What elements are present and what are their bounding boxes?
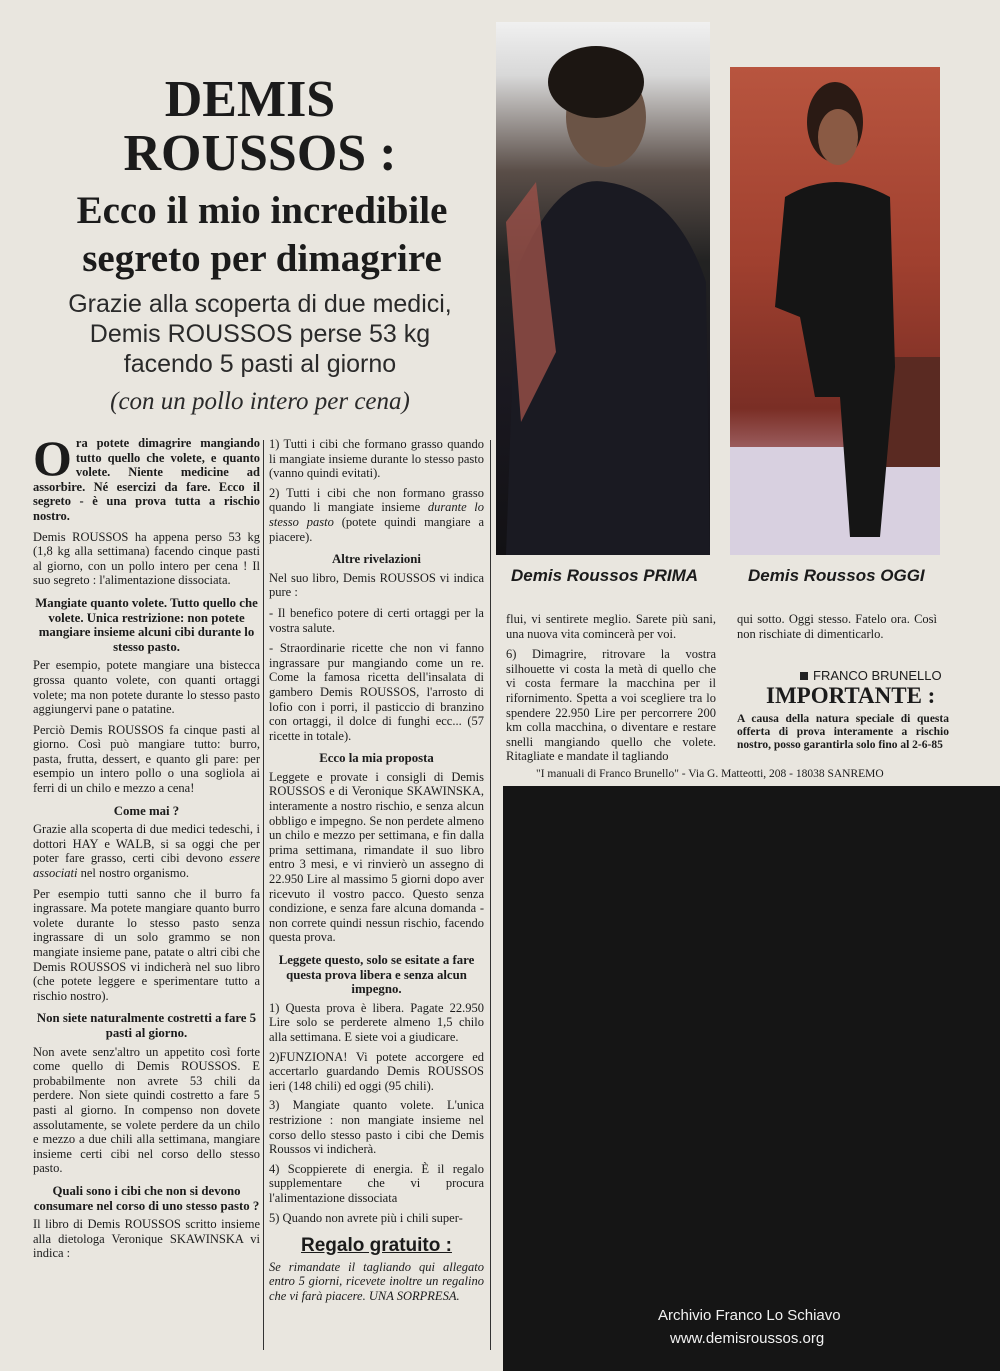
dropcap: O xyxy=(33,430,72,486)
paragraph: 6) Dimagrire, ritrovare la vostra silhouette vi costa la metà di quello che vi costa fermare la macchina per il rifornimento. Spetta a voi scegliere tra lo spendere 22.950 Lire per percorrere 200 km colla macchina, o diventare e restare snelli mangiando quello che volete. Ritagliate e mandate il tagliando xyxy=(506,647,716,764)
importante-text: A causa della natura speciale di questa offerta di prova interamente a rischio nostro, posso garantirla solo fino al 2-6-85 xyxy=(737,713,949,751)
photo-oggi xyxy=(730,67,940,555)
emphasis: durante lo stesso pasto xyxy=(269,500,485,529)
paragraph: Per esempio, potete mangiare una bistecca grossa quanto volete, con quanti ortaggi volete; ma non potete durante lo stesso pasto aggiungervi pane o patatine. xyxy=(33,658,260,717)
list-item: 3) Mangiate quanto volete. L'unica restrizione : non mangiate insieme nel corso dello stesso pasto i cibi che Demis Roussos vi indicherà. xyxy=(269,1098,484,1157)
regalo-heading: Regalo gratuito : xyxy=(301,1235,452,1257)
paragraph xyxy=(33,822,260,880)
paragraph: - Il benefico potere di certi ortaggi per la vostra salute. xyxy=(269,605,484,635)
paragraph: Perciò Demis ROUSSOS fa cinque pasti al giorno. Così può mangiare tutto: burro, pasta, frutta, dessert, e quanto gli pare: per esempio un intero pollo o una sogliola ai ferri di un chilo e mezzo a cena! xyxy=(33,722,260,796)
text: (potete quindi mangiare a piacere). xyxy=(269,514,485,544)
paragraph: Non avete senz'altro un appetito così forte come quello di Demis ROUSSOS. E probabilmente non avrete 53 chili da perdere. Non siete quindi costretto a fare 5 pasti al giorno. In compenso non dovete assolutamente, se volete perdere da un chilo e mezzo a due chili alla settimana, mangiare insieme certi cibi nel corso dello stesso pasto. xyxy=(33,1044,260,1176)
paragraph: Demis ROUSSOS ha appena perso 53 kg (1,8 kg alla settimana) facendo cinque pasti al giorno, con un pollo intero per cena ! Il suo segreto : l'alimentazione dissociata. xyxy=(33,529,260,588)
photo-oggi-figure xyxy=(730,67,940,555)
list-item: 1) Tutti i cibi che formano grasso quando li mangiate insieme durante lo stesso pasto (vanno quindi evitati). xyxy=(269,437,484,481)
paragraph: Per esempio tutti sanno che il burro fa ingrassare. Ma potete mangiare quanto burro volete durante lo stesso pasto senza ingrassare di un solo grammo se non mangiate insieme pane, patate o altri cibi che Demis ROUSSOS vi indicherà nel suo libro (che potete leggere e sperimentare tutto a rischio nostro). xyxy=(33,886,260,1003)
square-bullet-icon xyxy=(800,672,808,680)
emphasis: essere associati xyxy=(33,851,260,881)
archive-credit: Archivio Franco Lo Schiavo xyxy=(658,1307,841,1324)
section-heading: Leggete questo, solo se esitate a fare questa prova libera e senza alcun impegno. xyxy=(278,953,475,997)
intro-paragraph: ra potete dimagrire mangiando tutto quello che volete, e quanto volete. Niente medicine ad assorbire. Né esercizi da fare. Ecco il segreto - è una prova tutta a rischio nostro. xyxy=(33,436,260,523)
column-divider xyxy=(263,440,264,1350)
byline xyxy=(800,668,942,683)
section-heading: Non siete naturalmente costretti a fare 5 pasti al giorno. xyxy=(36,1011,257,1040)
paragraph: Il libro di Demis ROUSSOS scritto insieme alla dietologa Veronique SKAWINSKA vi indica : xyxy=(33,1217,260,1261)
caption-oggi: Demis Roussos OGGI xyxy=(748,566,925,585)
photo-prima-figure xyxy=(496,22,710,555)
text: 2) Tutti i cibi che non formano grasso quando li mangiate insieme xyxy=(269,485,484,515)
headline-line1: DEMIS xyxy=(164,71,336,128)
list-item: 2)FUNZIONA! Vi potete accorgere ed accertarlo guardando Demis ROUSSOS ieri (148 chili) ed oggi (95 chili). xyxy=(269,1049,484,1093)
paragraph: Nel suo libro, Demis ROUSSOS vi indica pure : xyxy=(269,570,484,600)
blank-area xyxy=(503,786,1000,1371)
byline-text: FRANCO BRUNELLO xyxy=(813,668,942,683)
article-column-2 xyxy=(269,437,484,1309)
paragraph: Leggete e provate i consigli di Demis ROUSSOS e di Veronique SKAWINSKA, interamente a nostro rischio, e senza alcun obbligo e impegno. Se non perdete almeno un chilo e mezzo per settimana, e fin dalla prima settimana, rimandate il suo libro entro 3 mesi, e vi rinvierò un assegno di 22.950 Lire al massimo 5 giorni dopo aver ricevuto il vostro pacco. Questo senza condizione, e senza fare alcuna domanda - non correte quindi nessun rischio, facendo questa prova. xyxy=(269,769,484,945)
paragraph: qui sotto. Oggi stesso. Fatelo ora. Così non rischiate di dimenticarlo. xyxy=(737,612,937,641)
headline-line2: ROUSSOS : xyxy=(123,125,397,182)
paragraph: flui, vi sentirete meglio. Sarete più sani, una nuova vita comincerà per voi. xyxy=(506,612,716,641)
list-item xyxy=(269,486,484,544)
subhead-line3: facendo 5 pasti al giorno xyxy=(123,350,397,378)
list-item: 1) Questa prova è libera. Pagate 22.950 Lire solo se perderete almeno 1,5 chilo alla settimana. E siete voi a giudicare. xyxy=(269,1000,484,1044)
photo-prima xyxy=(496,22,710,555)
article-column-1 xyxy=(33,430,260,1267)
section-heading: Altre rivelazioni xyxy=(332,552,421,567)
section-heading: Come mai ? xyxy=(113,803,180,818)
headline-line4: segreto per dimagrire xyxy=(82,237,442,280)
subhead-line1: Grazie alla scoperta di due medici, xyxy=(68,290,452,318)
column-divider xyxy=(490,440,491,1350)
archive-url: www.demisroussos.org xyxy=(670,1330,825,1347)
footer-address: "I manuali di Franco Brunello" - Via G. Matteotti, 208 - 18038 SANREMO xyxy=(536,768,884,780)
list-item: 4) Scoppierete di energia. È il regalo supplementare che vi procura l'alimentazione dissociata xyxy=(269,1161,484,1205)
regalo-text: Se rimandate il tagliando qui allegato entro 5 giorni, ricevete inoltre un regalino che vi farà piacere. UNA SORPRESA. xyxy=(269,1259,484,1303)
paragraph: - Straordinarie ricette che non vi fanno ingrassare pur mangiando come un re. Come la famosa ricetta dell'insalata di gambero Demis ROUSSOS, l'arrosto di lofio con i porri, il pasticcio di branzino con ortaggi, il dolce di funghi ecc... (57 ricette in totale). xyxy=(269,641,484,743)
headline-line3: Ecco il mio incredibile xyxy=(76,189,448,232)
text: Grazie alla scoperta di due medici tedeschi, i dottori HAY e WALB, si sa oggi che per poter fare grasso, certi cibi devono xyxy=(33,822,260,866)
article-column-3 xyxy=(506,612,716,770)
article-column-4 xyxy=(737,612,937,647)
subhead-line2: Demis ROUSSOS perse 53 kg xyxy=(89,320,431,348)
section-heading: Quali sono i cibi che non si devono consumare nel corso di uno stesso pasto ? xyxy=(33,1183,260,1213)
list-item: 5) Quando non avrete più i chili super- xyxy=(269,1210,463,1225)
section-heading: Mangiate quanto volete. Tutto quello che volete. Unica restrizione: non potete mangiare insieme alcuni cibi durante lo stesso pasto. xyxy=(35,595,258,654)
importante-heading: IMPORTANTE : xyxy=(766,683,936,708)
section-heading: Ecco la mia proposta xyxy=(319,751,434,766)
caption-prima: Demis Roussos PRIMA xyxy=(511,566,699,585)
subhead-line4: (con un pollo intero per cena) xyxy=(110,388,410,415)
text: nel nostro organismo. xyxy=(77,866,190,881)
